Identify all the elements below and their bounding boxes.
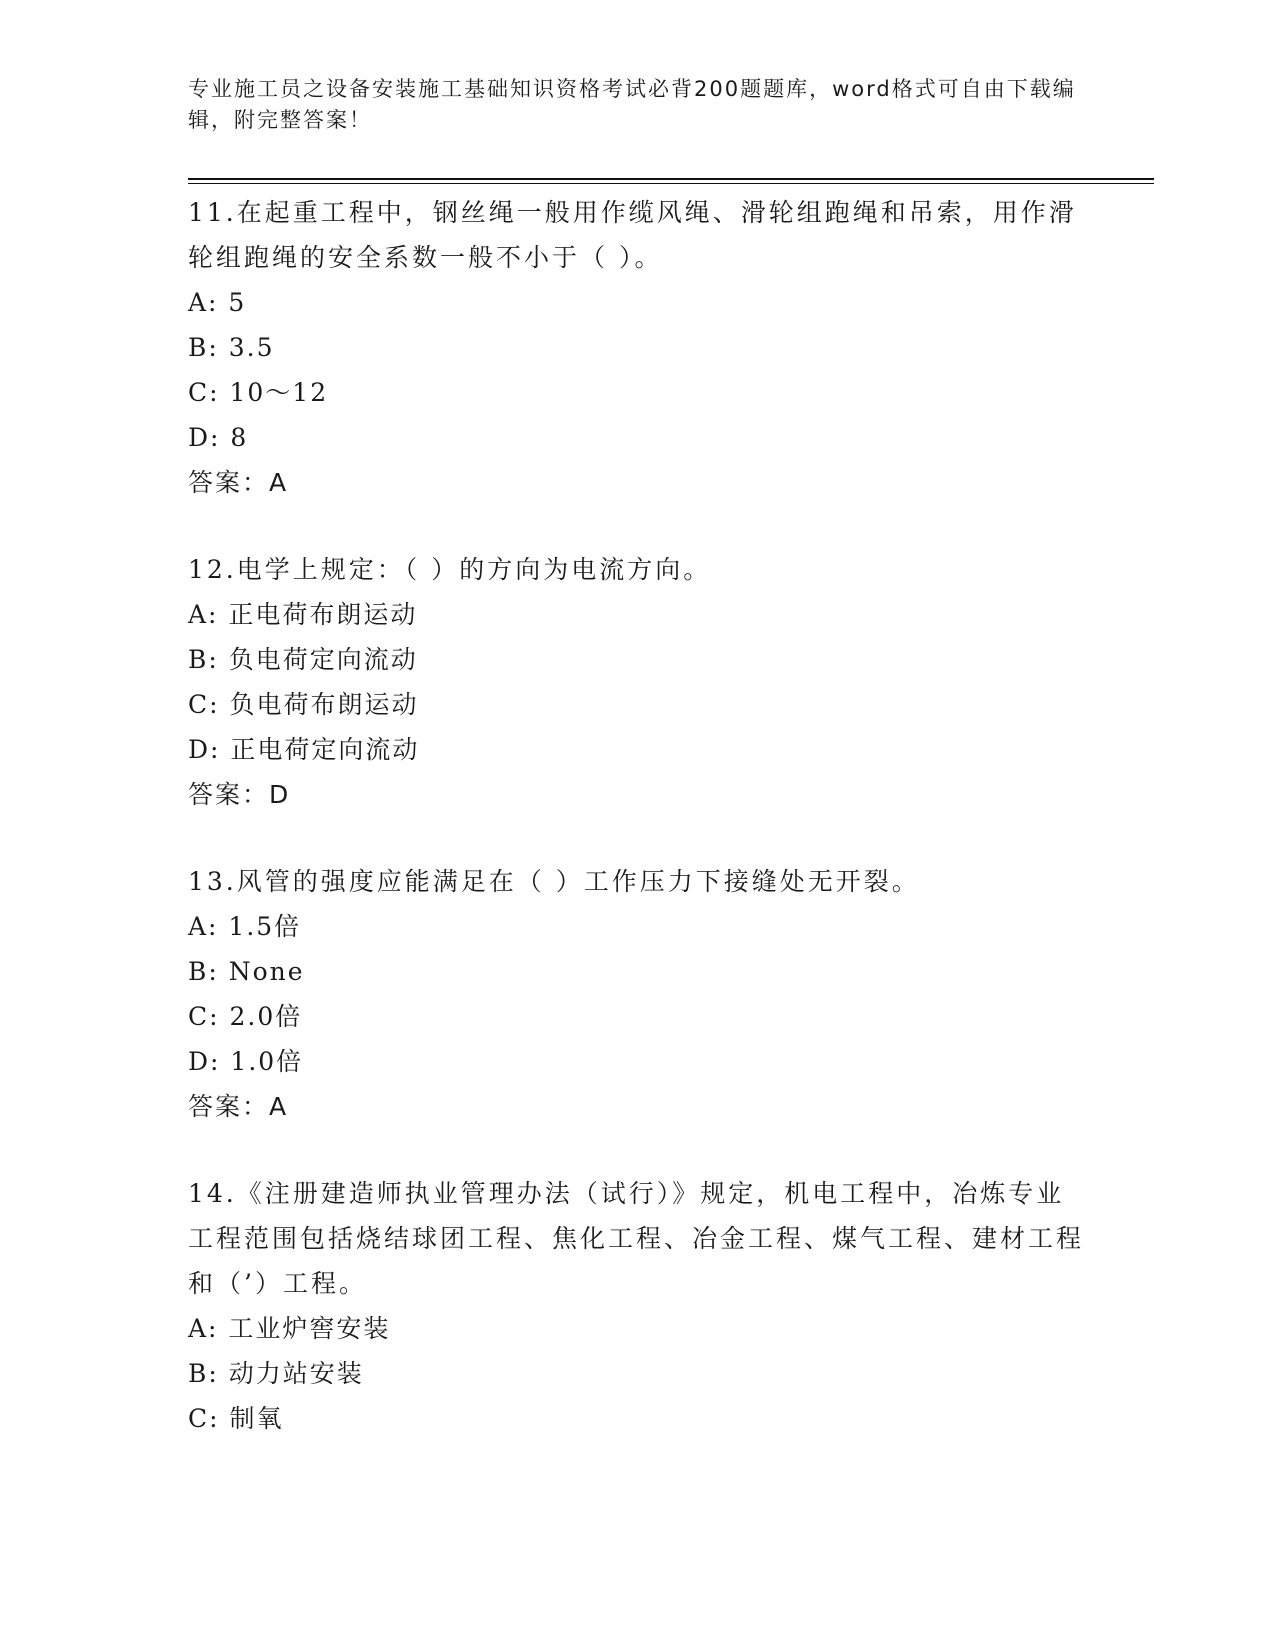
question-stem: 14.《注册建造师执业管理办法（试行）》规定，机电工程中，冶炼专业工程范围包括烧结球团工程、焦化工程、冶金工程、煤气工程、建材工程和（’）工程。 (188, 1179, 1085, 1298)
document-header: 专业施工员之设备安装施工基础知识资格考试必背200题题库，word格式可自由下载编辑，附完整答案！ (188, 77, 1076, 132)
option-d: D: 正电荷定向流动 (188, 735, 420, 764)
option-c: C: 10～12 (188, 378, 329, 407)
question-14 (188, 1171, 1088, 1441)
question-11 (188, 190, 1088, 505)
question-list (188, 190, 1088, 1483)
answer-line: 答案：A (188, 1092, 289, 1121)
option-b: B: 动力站安装 (188, 1359, 364, 1388)
question-stem: 13.风管的强度应能满足在（ ）工作压力下接缝处无开裂。 (188, 867, 920, 896)
question-12 (188, 547, 1088, 817)
question-13 (188, 859, 1088, 1129)
option-d: D: 1.0倍 (188, 1047, 304, 1076)
header-divider-thick (188, 178, 1154, 180)
answer-line: 答案：A (188, 468, 289, 497)
option-d: D: 8 (188, 423, 249, 452)
question-stem: 12.电学上规定：（ ）的方向为电流方向。 (188, 555, 712, 584)
option-b: B: None (188, 957, 305, 986)
option-c: C: 制氧 (188, 1404, 284, 1433)
option-a: A: 工业炉窖安装 (188, 1314, 391, 1343)
option-a: A: 5 (188, 288, 247, 317)
question-stem: 11.在起重工程中，钢丝绳一般用作缆风绳、滑轮组跑绳和吊索，用作滑轮组跑绳的安全系数一般不小于（ ）。 (188, 198, 1077, 272)
answer-line: 答案：D (188, 780, 291, 809)
header-divider-thin (188, 183, 1154, 184)
option-c: C: 负电荷布朗运动 (188, 690, 419, 719)
option-a: A: 1.5倍 (188, 912, 302, 941)
option-a: A: 正电荷布朗运动 (188, 600, 418, 629)
option-c: C: 2.0倍 (188, 1002, 303, 1031)
option-b: B: 负电荷定向流动 (188, 645, 418, 674)
option-b: B: 3.5 (188, 333, 275, 362)
